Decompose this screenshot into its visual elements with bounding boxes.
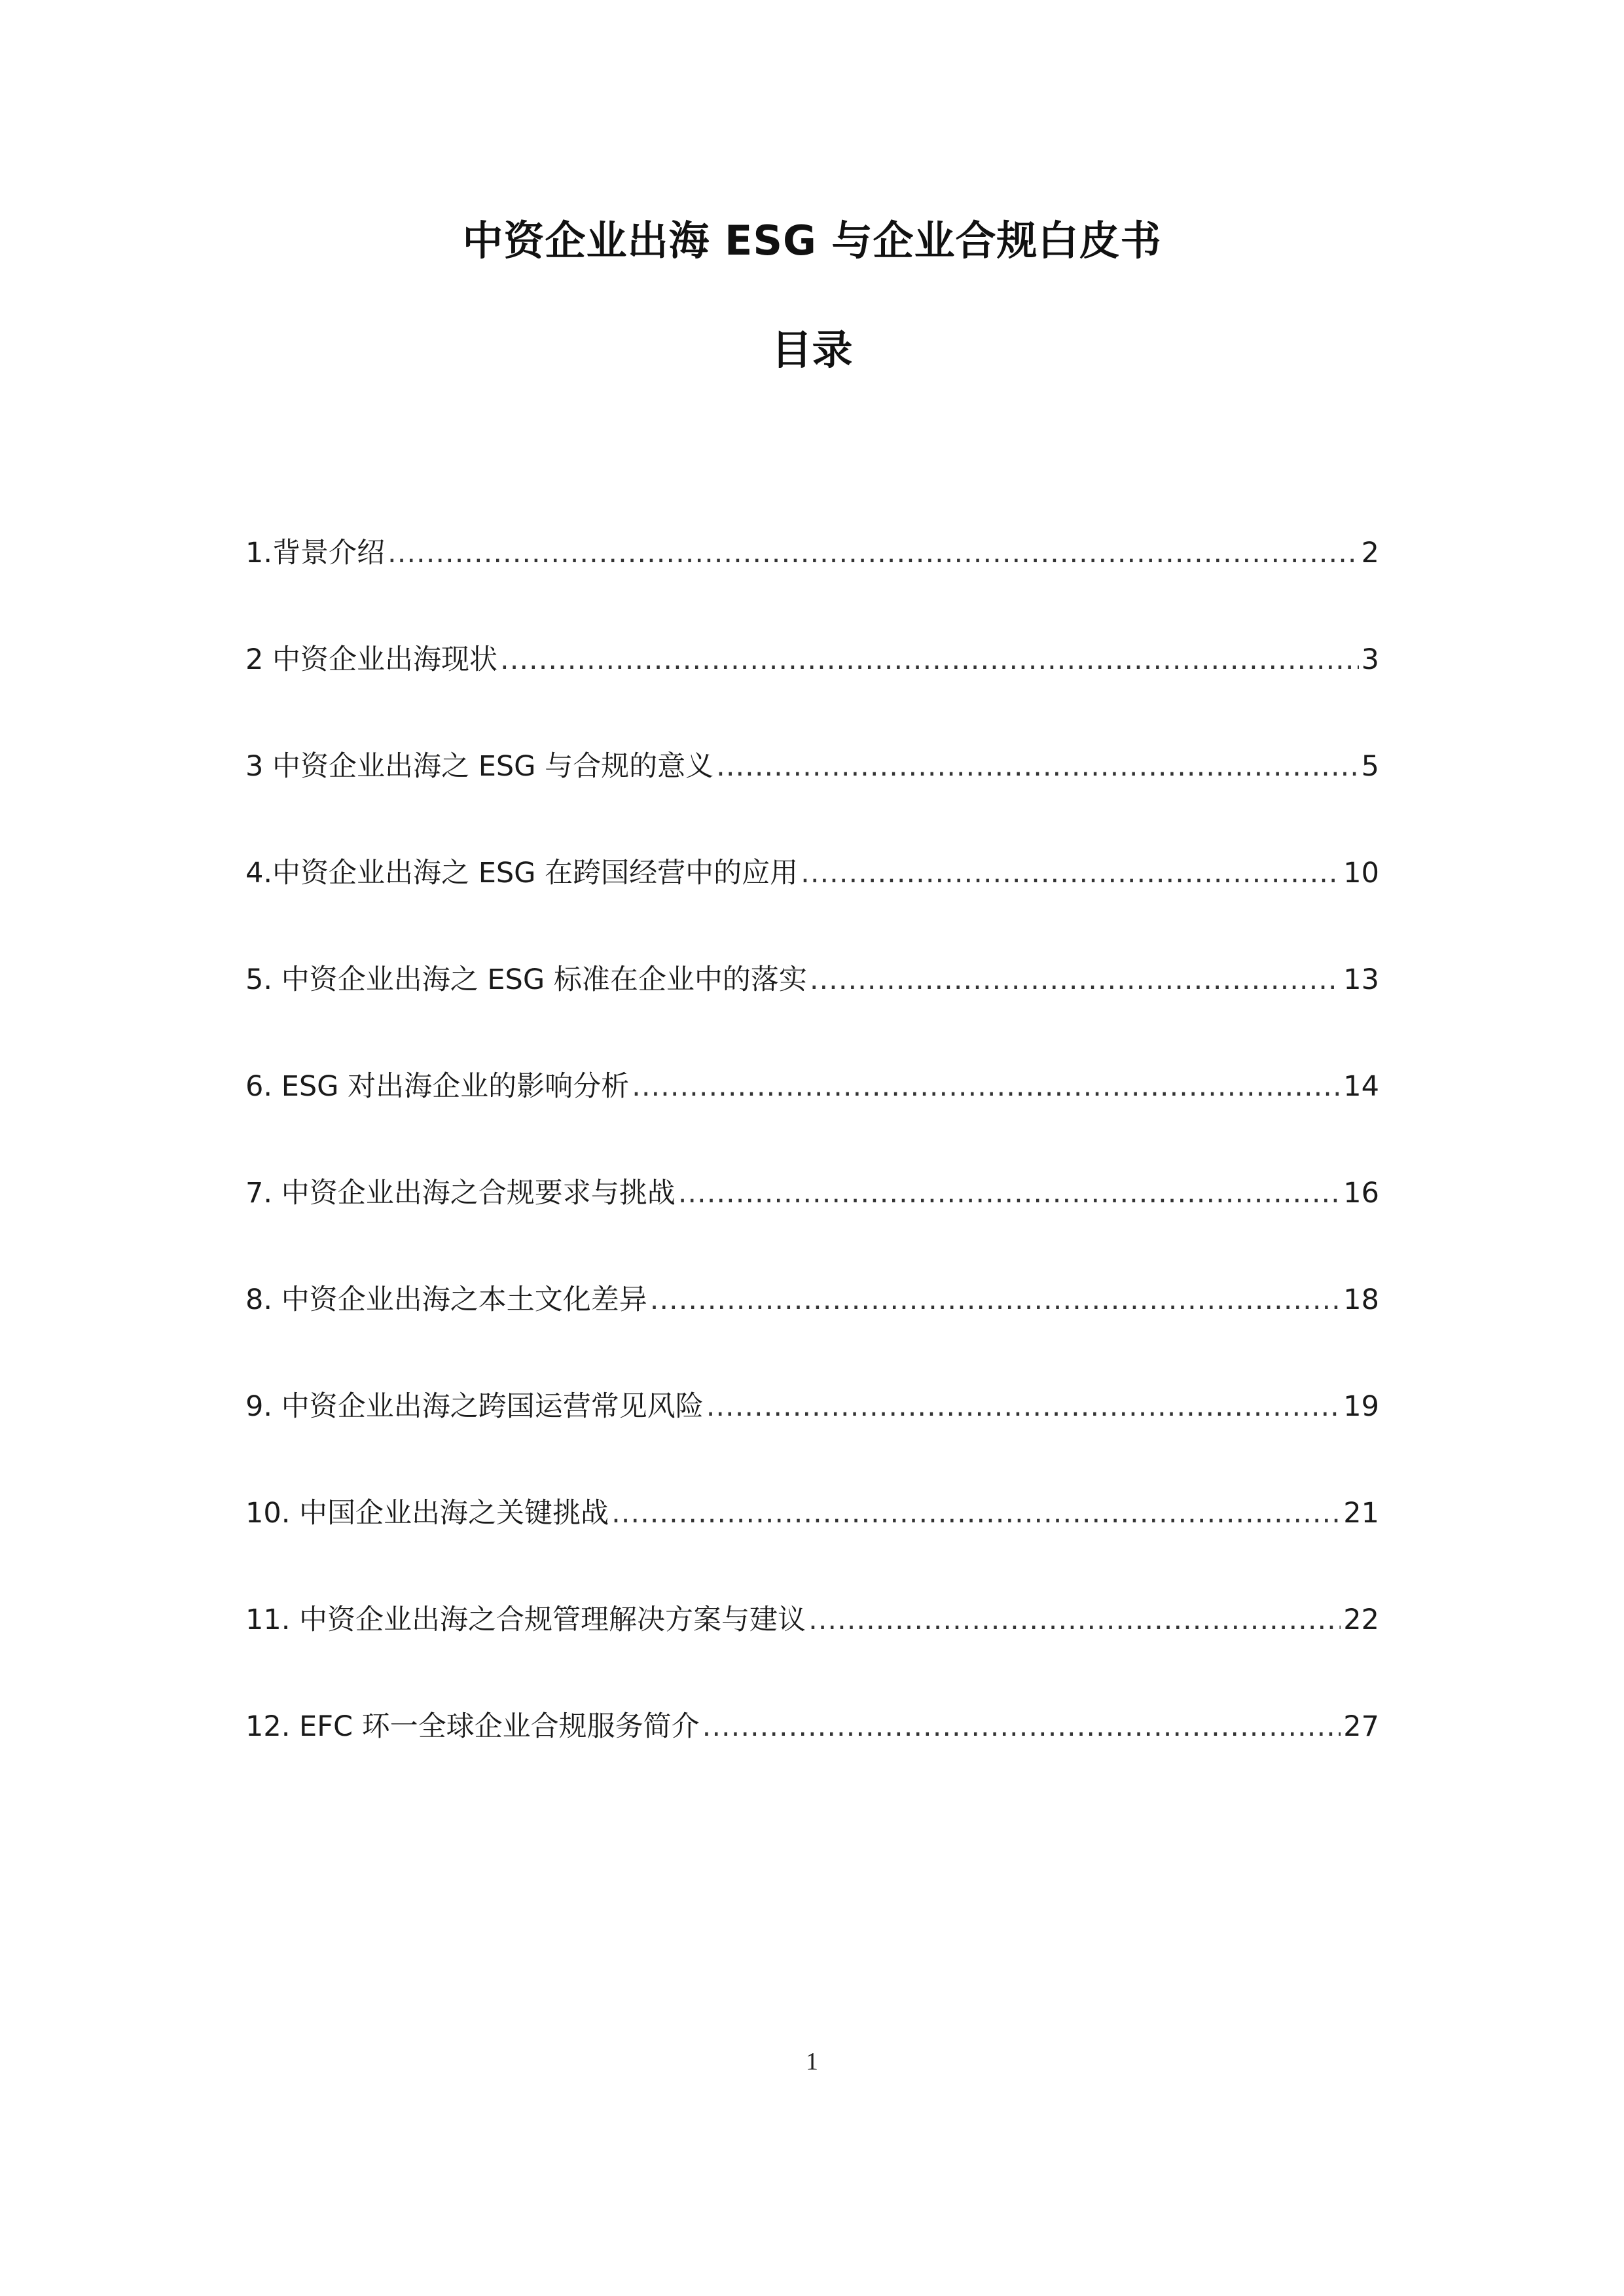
toc-dot-leader	[650, 1267, 1341, 1333]
toc-entry-label: 9. 中资企业出海之跨国运营常见风险	[245, 1390, 704, 1423]
toc-entry-page: 10	[1343, 857, 1379, 889]
toc-dot-leader	[500, 627, 1359, 692]
toc-dot-leader	[808, 1587, 1341, 1653]
toc-entry-label: 7. 中资企业出海之合规要求与挑战	[245, 1177, 676, 1210]
toc-entry-3[interactable]	[245, 734, 1379, 840]
toc-entry-label: 12. EFC 环一全球企业合规服务简介	[245, 1710, 700, 1743]
toc-entry-1[interactable]	[245, 520, 1379, 627]
toc-entry-12[interactable]	[245, 1694, 1379, 1801]
toc-entry-label: 10. 中国企业出海之关键挑战	[245, 1497, 609, 1530]
toc-dot-leader	[678, 1160, 1341, 1226]
toc-entry-page: 22	[1343, 1604, 1379, 1636]
toc-entry-10[interactable]	[245, 1480, 1379, 1587]
toc-entry-4[interactable]	[245, 840, 1379, 947]
toc-entry-page: 19	[1343, 1390, 1379, 1423]
toc-entry-7[interactable]	[245, 1160, 1379, 1267]
toc-dot-leader	[716, 734, 1358, 799]
toc-entry-page: 13	[1343, 963, 1379, 996]
table-of-contents	[245, 520, 1379, 1801]
toc-entry-11[interactable]	[245, 1587, 1379, 1694]
toc-entry-page: 2	[1361, 537, 1379, 569]
toc-dot-leader	[388, 520, 1359, 586]
toc-entry-label: 6. ESG 对出海企业的影响分析	[245, 1070, 630, 1103]
toc-entry-label: 4.中资企业出海之 ESG 在跨国经营中的应用	[245, 857, 799, 889]
toc-entry-page: 16	[1343, 1177, 1379, 1210]
toc-entry-page: 5	[1361, 750, 1379, 783]
toc-entry-label: 8. 中资企业出海之本土文化差异	[245, 1283, 647, 1316]
toc-dot-leader	[801, 840, 1341, 906]
toc-entry-page: 3	[1361, 643, 1379, 676]
document-title: 中资企业出海 ESG 与企业合规白皮书	[462, 217, 1162, 264]
toc-entry-8[interactable]	[245, 1267, 1379, 1374]
toc-dot-leader	[706, 1374, 1341, 1439]
toc-entry-6[interactable]	[245, 1054, 1379, 1160]
toc-entry-page: 27	[1343, 1710, 1379, 1743]
page-number: 1	[806, 2048, 818, 2075]
toc-entry-9[interactable]	[245, 1374, 1379, 1480]
toc-entry-label: 3 中资企业出海之 ESG 与合规的意义	[245, 750, 714, 783]
toc-entry-page: 21	[1343, 1497, 1379, 1530]
toc-entry-label: 1.背景介绍	[245, 537, 386, 569]
toc-dot-leader	[632, 1054, 1341, 1119]
toc-dot-leader	[611, 1480, 1341, 1546]
toc-entry-page: 14	[1343, 1070, 1379, 1103]
toc-dot-leader	[702, 1694, 1341, 1759]
toc-entry-page: 18	[1343, 1283, 1379, 1316]
toc-heading: 目录	[771, 326, 853, 374]
toc-entry-2[interactable]	[245, 627, 1379, 734]
toc-entry-label: 5. 中资企业出海之 ESG 标准在企业中的落实	[245, 963, 807, 996]
toc-entry-label: 2 中资企业出海现状	[245, 643, 498, 676]
toc-entry-5[interactable]	[245, 947, 1379, 1054]
toc-dot-leader	[810, 947, 1341, 1013]
toc-entry-label: 11. 中资企业出海之合规管理解决方案与建议	[245, 1604, 806, 1636]
